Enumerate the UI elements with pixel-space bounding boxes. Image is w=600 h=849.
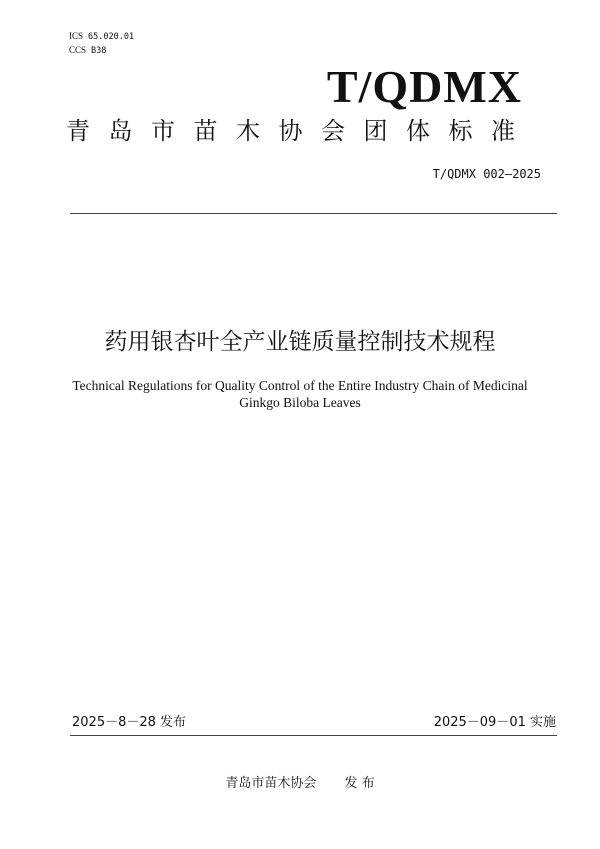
implement-date: 2025－09－01 实施 [433, 715, 556, 730]
publish-word: 发 布 [344, 776, 375, 791]
publish-date: 2025－8－28 发布 [72, 715, 187, 730]
document-title-english [60, 377, 540, 411]
brand-logo-text: T/QDMX [326, 61, 522, 112]
english-title-line-1: Technical Regulations for Quality Control of the Entire Industry Chain of Medicinal [72, 378, 528, 393]
standard-number: T/QDMX 002—2025 [432, 167, 541, 181]
ccs-label: CCS [69, 45, 87, 55]
ics-code: 65.020.01 [88, 32, 135, 42]
bottom-divider [70, 735, 557, 736]
publisher-line [0, 776, 600, 792]
document-title-chinese: 药用银杏叶全产业链质量控制技术规程 [104, 329, 496, 355]
publisher-name: 青岛市苗木协会 [225, 776, 317, 791]
top-divider [70, 213, 557, 214]
ccs-line [69, 44, 134, 58]
ccs-code: B38 [91, 46, 107, 56]
english-title-line-2: Ginkgo Biloba Leaves [239, 395, 361, 410]
ics-line [69, 30, 134, 44]
ics-label: ICS [69, 31, 84, 41]
classification-codes [69, 30, 134, 58]
association-standard-heading: 青岛市苗木协会团体标准 [66, 117, 534, 145]
